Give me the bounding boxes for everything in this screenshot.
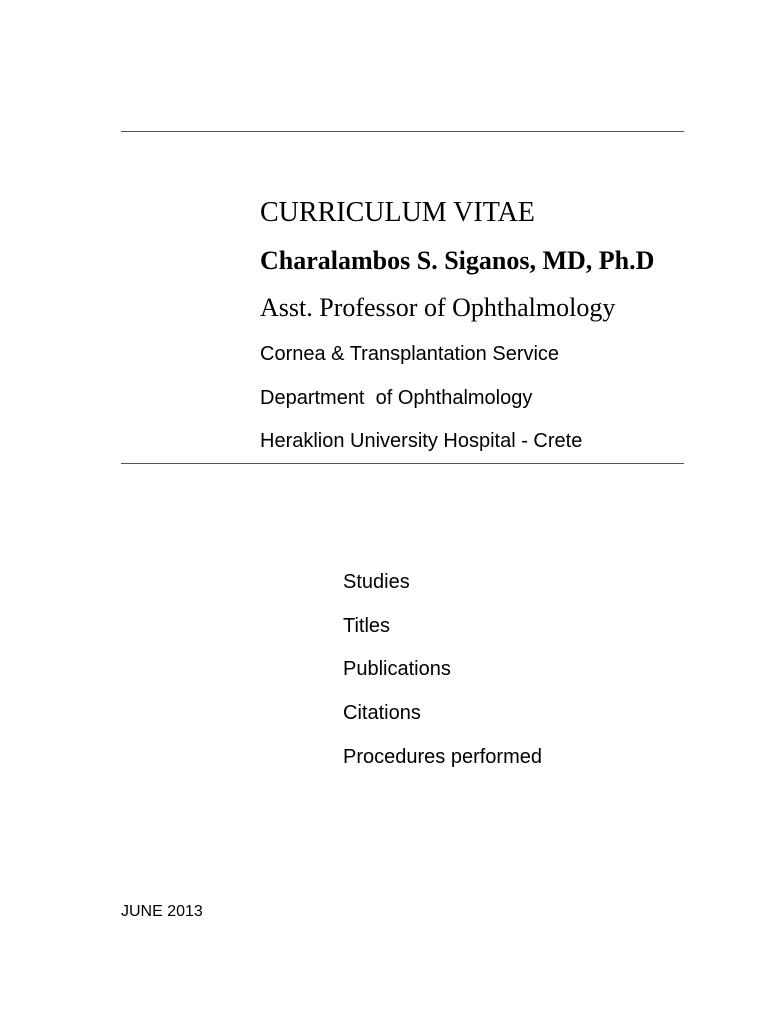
contents-item: Studies [343,571,410,593]
affiliation-hospital: Heraklion University Hospital - Crete [260,430,583,452]
contents-item: Publications [343,658,451,680]
author-position: Asst. Professor of Ophthalmology [260,293,616,322]
affiliation-service: Cornea & Transplantation Service [260,343,560,365]
contents-item: Procedures performed [343,746,542,768]
top-divider [121,131,684,132]
affiliation-department: Department of Ophthalmology [260,387,533,409]
document-date: JUNE 2013 [121,903,203,920]
author-name: Charalambos S. Siganos, MD, Ph.D [260,246,655,275]
contents-item: Citations [343,702,421,724]
document-title: CURRICULUM VITAE [260,197,535,228]
bottom-divider [121,463,684,464]
contents-item: Titles [343,615,391,637]
